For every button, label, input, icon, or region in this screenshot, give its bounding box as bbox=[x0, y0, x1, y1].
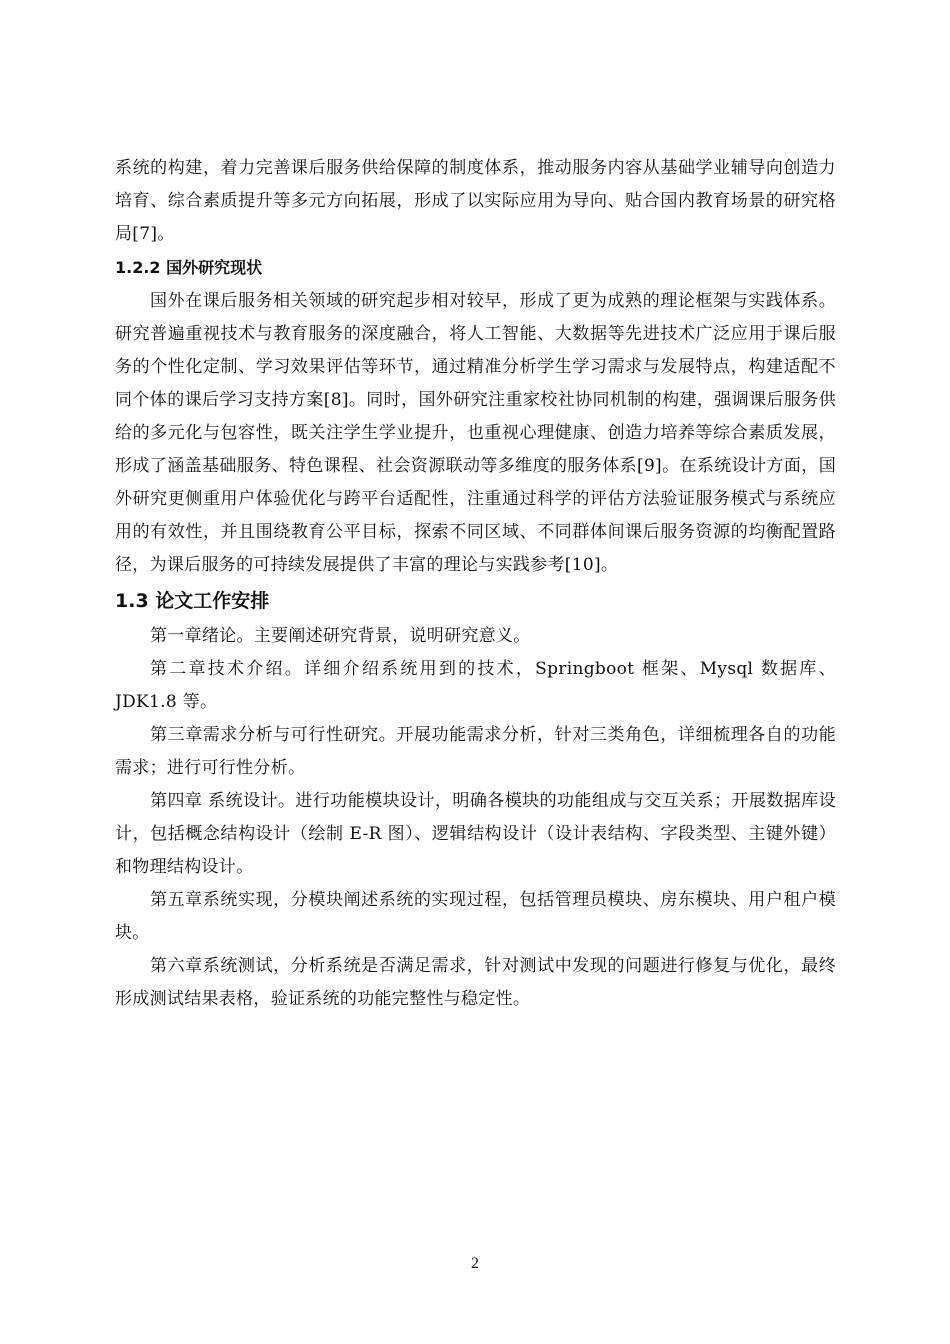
paragraph-chapter-2: 第二章技术介绍。详细介绍系统用到的技术，Springboot 框架、Mysql 数据库、JDK1.8 等。 bbox=[115, 659, 836, 712]
section-heading-1-2-2: 1.2.2 国外研究现状 bbox=[115, 258, 263, 277]
paragraph-chapter-6: 第六章系统测试，分析系统是否满足需求，针对测试中发现的问题进行修复与优化，最终形成测试结果表格，验证系统的功能完整性与稳定性。 bbox=[115, 956, 836, 1009]
paragraph-chapter-5: 第五章系统实现，分模块阐述系统的实现过程，包括管理员模块、房东模块、用户租户模块。 bbox=[115, 890, 836, 943]
page-number: 2 bbox=[471, 1255, 479, 1272]
paragraph-domestic-research-end: 系统的构建，着力完善课后服务供给保障的制度体系，推动服务内容从基础学业辅导向创造力培育、综合素质提升等多元方向拓展，形成了以实际应用为导向、贴合国内教育场景的研究格局[7]。 bbox=[115, 158, 836, 244]
paragraph-chapter-4: 第四章 系统设计。进行功能模块设计，明确各模块的功能组成与交互关系；开展数据库设计，包括概念结构设计（绘制 E-R 图）、逻辑结构设计（设计表结构、字段类型、主键外键）和物理结构设计。 bbox=[115, 791, 836, 877]
paragraph-chapter-1: 第一章绪论。主要阐述研究背景，说明研究意义。 bbox=[150, 626, 531, 646]
paragraph-foreign-research: 国外在课后服务相关领域的研究起步相对较早，形成了更为成熟的理论框架与实践体系。研究普遍重视技术与教育服务的深度融合，将人工智能、大数据等先进技术广泛应用于课后服务的个性化定制、学习效果评估等环节，通过精准分析学生学习需求与发展特点，构建适配不同个体的课后学习支持方案[8]。同时，国外研究注重家校社协同机制的构建，强调课后服务供给的多元化与包容性，既关注学生学业提升，也重视心理健康、创造力培养等综合素质发展，形成了涵盖基础服务、特色课程、社会资源联动等多维度的服务体系[9]。在系统设计方面，国外研究更侧重用户体验优化与跨平台适配性，注重通过科学的评估方法验证服务模式与系统应用的有效性，并且围绕教育公平目标，探索不同区域、不同群体间课后服务资源的均衡配置路径，为课后服务的可持续发展提供了丰富的理论与实践参考[10]。 bbox=[115, 291, 836, 575]
section-heading-1-3: 1.3 论文工作安排 bbox=[115, 590, 270, 612]
page-body bbox=[115, 152, 836, 1016]
paragraph-chapter-3: 第三章需求分析与可行性研究。开展功能需求分析，针对三类角色，详细梳理各自的功能需求；进行可行性分析。 bbox=[115, 725, 836, 778]
